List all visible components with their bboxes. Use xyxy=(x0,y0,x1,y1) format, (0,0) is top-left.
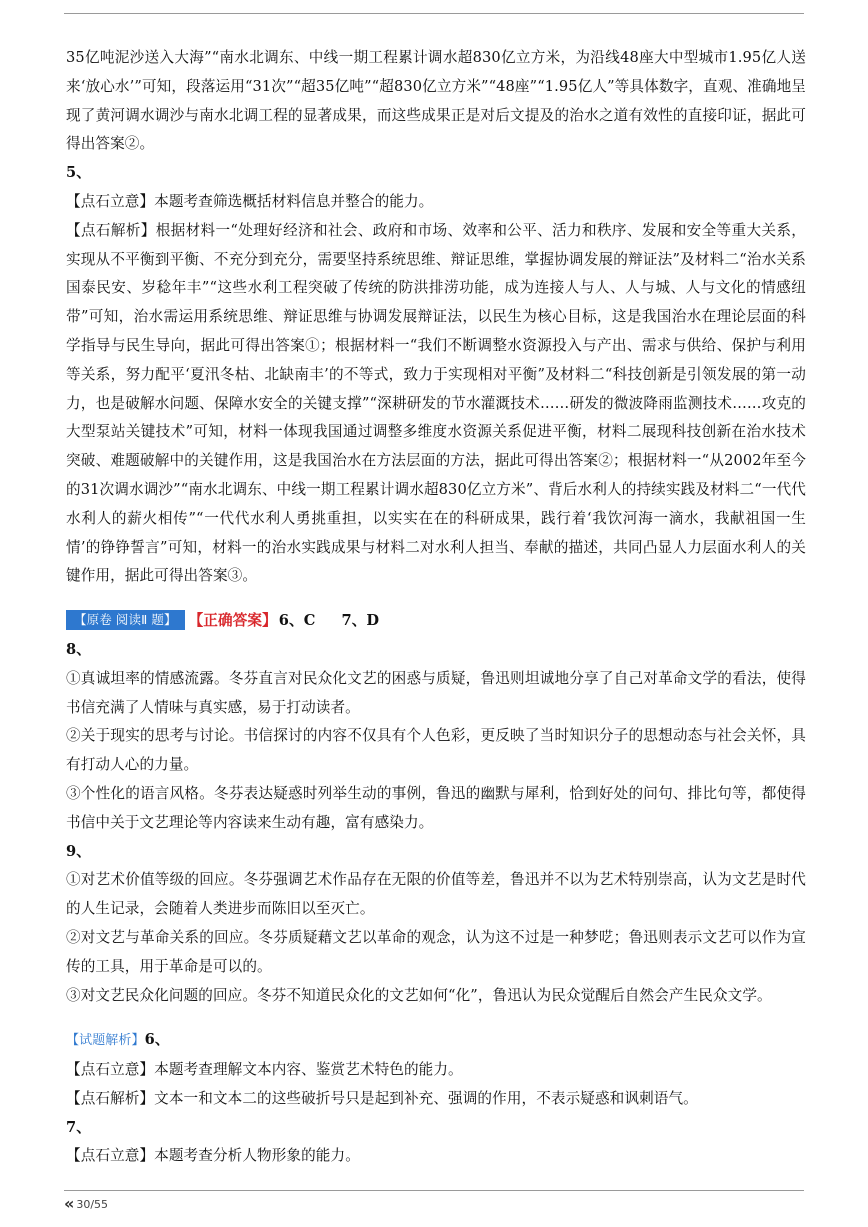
question-analysis-tag: 【试题解析】 xyxy=(66,1033,145,1049)
analysis-text: 文本一和文本二的这些破折号只是起到补充、强调的作用，不表示疑惑和讽刺语气。 xyxy=(154,1089,698,1107)
q8-item-1: ①真诚坦率的情感流露。冬芬直言对民众化文艺的困惑与质疑，鲁迅则坦诚地分享了自己对革命文学的看法，使得书信充满了人情味与真实感，易于打动读者。 xyxy=(66,669,806,716)
answer-6: 6、C xyxy=(278,612,316,630)
q5-intent xyxy=(66,188,806,217)
question-5-number: 5、 xyxy=(66,164,91,182)
analysis-text: 根据材料一“处理好经济和社会、政府和市场、效率和公平、活力和秩序、发展和安全等重大关系，实现从不平衡到平衡、不充分到充分，需要坚持系统思维、辩证思维，掌握协调发展的辩证法”及材料二“治水关系国泰民安、岁稔年丰”“这些水利工程突破了传统的防洪排涝功能，成为连接人与人、人与城、人与文化的情感纽带”可知，治水需运用系统思维、辩证思维与协调发展辩证法，以民生为核心目标，这是我国治水在理论层面的科学指导与民生导向，据此可得出答案①；根据材料一“我们不断调整水资源投入与产出、需求与供给、保护与利用等关系，努力配平‘夏汛冬枯、北缺南丰’的不等式，致力于实现相对平衡”及材料二“科技创新是引领发展的第一动力，也是破解水问题、保障水安全的关键支撑”“深耕研发的节水灌溉技术……研发的微波降雨监测技术……攻克的大型泵站关键技术”可知，材料一体现我国通过调整多维度水资源关系促进平衡，材料二展现科技创新在治水技术突破、难题破解中的关键作用，这是我国治水在方法层面的方法，据此可得出答案②；根据材料一“从2002年至今的31次调水调沙”“南水北调东、中线一期工程累计调水超830亿立方米”、背后水利人的持续实践及材料二“一代代水利人的薪火相传”“一代代水利人勇挑重担，以实实在在的科研成果，践行着‘我饮河海一滴水，我献祖国一生情’的铮铮誓言”可知，材料一的治水实践成果与材料二对水利人担当、奉献的描述，共同凸显人力层面水利人的关键作用，据此可得出答案③。 xyxy=(66,221,806,585)
q5-analysis xyxy=(66,217,806,591)
intent-label: 【点石立意】 xyxy=(66,192,155,210)
q8-item-3: ③个性化的语言风格。冬芬表达疑惑时列举生动的事例，鲁迅的幽默与犀利，恰到好处的问句、排比句等，都使得书信中关于文艺理论等内容读来生动有趣，富有感染力。 xyxy=(66,784,806,831)
q9-item-3: ③对文艺民众化问题的回应。冬芬不知道民众化的文艺如何“化”，鲁迅认为民众觉醒后自然会产生民众文学。 xyxy=(66,986,772,1004)
q9-item-2: ②对文艺与革命关系的回应。冬芬质疑藉文艺以革命的观念，认为这不过是一种梦呓；鲁迅则表示文艺可以作为宣传的工具，用于革命是可以的。 xyxy=(66,928,806,975)
intent-label: 【点石立意】 xyxy=(66,1147,155,1165)
footer-rule xyxy=(64,1190,804,1191)
intent-label: 【点石立意】 xyxy=(66,1061,155,1079)
correct-answer-label: 【正确答案】 xyxy=(188,612,277,630)
original-paper-tag: 【原卷 阅读Ⅱ 题】 xyxy=(66,610,185,630)
header-rule xyxy=(64,13,804,14)
intent-text: 本题考查筛选概括材料信息并整合的能力。 xyxy=(154,192,434,210)
answer-7: 7、D xyxy=(341,612,380,630)
question-6-number: 6、 xyxy=(144,1031,170,1049)
intent-text: 本题考查理解文本内容、鉴赏艺术特色的能力。 xyxy=(154,1061,463,1079)
question-7-number: 7、 xyxy=(66,1118,91,1136)
q7-intent xyxy=(66,1142,806,1171)
analysis-label: 【点石解析】 xyxy=(66,221,156,239)
analysis-label: 【点石解析】 xyxy=(66,1089,155,1107)
answer-bar xyxy=(66,607,806,636)
paragraph-continued: 35亿吨泥沙送入大海”“南水北调东、中线一期工程累计调水超830亿立方米，为沿线48座大中型城市1.95亿人送来‘放心水’”可知，段落运用“31次”“超35亿吨”“超830亿立方米”“48座”“1.95亿人”等具体数字，直观、准确地呈现了黄河调水调沙与南水北调工程的显著成果，而这些成果正是对后文提及的治水之道有效性的直接印证，据此可得出答案②。 xyxy=(66,49,806,153)
q6-analysis xyxy=(66,1085,806,1114)
page-number: 30/55 xyxy=(76,1198,109,1211)
page-footer xyxy=(64,1194,108,1213)
analysis-section-header xyxy=(66,1026,806,1056)
question-9-number: 9、 xyxy=(66,842,91,860)
q6-intent xyxy=(66,1056,806,1085)
q8-item-2: ②关于现实的思考与讨论。书信探讨的内容不仅具有个人色彩，更反映了当时知识分子的思想动态与社会关怀，具有打动人心的力量。 xyxy=(66,727,806,774)
intent-text: 本题考查分析人物形象的能力。 xyxy=(154,1147,360,1165)
double-left-arrow-icon[interactable]: « xyxy=(64,1194,75,1213)
q9-item-1: ①对艺术价值等级的回应。冬芬强调艺术作品存在无限的价值等差，鲁迅并不以为艺术特别崇高，认为文艺是时代的人生记录，会随着人类进步而陈旧以至灭亡。 xyxy=(66,871,806,918)
page-content xyxy=(66,44,806,1171)
question-8-number: 8、 xyxy=(66,640,91,658)
